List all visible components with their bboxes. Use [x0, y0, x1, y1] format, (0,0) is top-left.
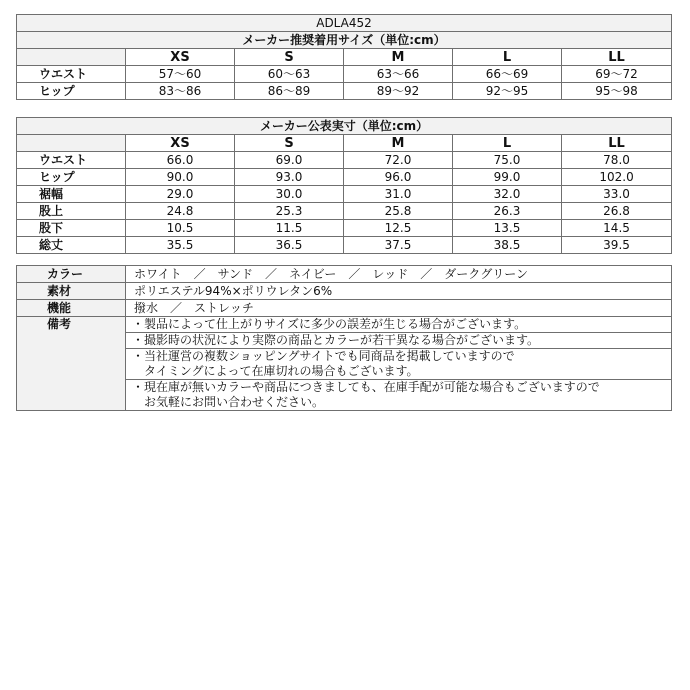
product-info-table [16, 265, 672, 411]
table-cell: 25.8 [344, 203, 453, 220]
table-cell: 95〜98 [562, 83, 672, 100]
note-line: ・現在庫が無いカラーや商品につきましても、在庫手配が可能な場合もございますので [132, 380, 600, 394]
size-header: M [344, 135, 453, 152]
table-cell: 31.0 [344, 186, 453, 203]
table-cell: 69.0 [235, 152, 344, 169]
table-row [17, 66, 672, 83]
table-row [17, 220, 672, 237]
table-title-row [17, 118, 672, 135]
note-item [126, 317, 672, 333]
size-header: L [453, 135, 562, 152]
note-line: ・当社運営の複数ショッピングサイトでも同商品を掲載していますので [132, 349, 515, 363]
table-cell: 69〜72 [562, 66, 672, 83]
note-item [126, 380, 672, 411]
table-cell: 93.0 [235, 169, 344, 186]
size-header: S [235, 135, 344, 152]
table-title-row [17, 32, 672, 49]
table-cell: 39.5 [562, 237, 672, 254]
table-row [17, 237, 672, 254]
table-cell: 66〜69 [453, 66, 562, 83]
table-cell: 32.0 [453, 186, 562, 203]
size-header: LL [562, 49, 672, 66]
row-label: ウエスト [17, 152, 126, 169]
table-cell: 38.5 [453, 237, 562, 254]
table-cell: 12.5 [344, 220, 453, 237]
note-line: ・撮影時の状況により実際の商品とカラーが若干異なる場合がございます。 [132, 333, 540, 347]
function-value: 撥水 ／ ストレッチ [126, 300, 672, 317]
table-cell: 57〜60 [126, 66, 235, 83]
size-header: L [453, 49, 562, 66]
table-cell: 26.3 [453, 203, 562, 220]
corner-cell [17, 135, 126, 152]
row-label: 股下 [17, 220, 126, 237]
notes-label: 備考 [17, 317, 126, 411]
note-line: タイミングによって在庫切れの場合もございます。 [144, 364, 419, 378]
corner-cell [17, 49, 126, 66]
table-cell: 66.0 [126, 152, 235, 169]
model-number: ADLA452 [17, 15, 672, 32]
table-row [17, 83, 672, 100]
material-value: ポリエステル94%×ポリウレタン6% [126, 283, 672, 300]
color-value: ホワイト ／ サンド ／ ネイビー ／ レッド ／ ダークグリーン [126, 266, 672, 283]
table-cell: 63〜66 [344, 66, 453, 83]
note-row [17, 317, 672, 333]
table-cell: 99.0 [453, 169, 562, 186]
table-cell: 60〜63 [235, 66, 344, 83]
table-cell: 10.5 [126, 220, 235, 237]
size-header: XS [126, 49, 235, 66]
table-cell: 13.5 [453, 220, 562, 237]
table-cell: 30.0 [235, 186, 344, 203]
table-cell: 36.5 [235, 237, 344, 254]
table-row [17, 152, 672, 169]
table-cell: 33.0 [562, 186, 672, 203]
row-label: ヒップ [17, 83, 126, 100]
material-row [17, 283, 672, 300]
color-label: カラー [17, 266, 126, 283]
size-header: XS [126, 135, 235, 152]
table-row [17, 169, 672, 186]
note-item [126, 349, 672, 380]
function-label: 機能 [17, 300, 126, 317]
table-cell: 72.0 [344, 152, 453, 169]
material-label: 素材 [17, 283, 126, 300]
color-row [17, 266, 672, 283]
measured-size-title: メーカー公表実寸（単位:cm） [17, 118, 672, 135]
row-label: 股上 [17, 203, 126, 220]
row-label: 裾幅 [17, 186, 126, 203]
table-cell: 26.8 [562, 203, 672, 220]
table-cell: 24.8 [126, 203, 235, 220]
measured-size-table [16, 117, 672, 254]
size-header-row [17, 49, 672, 66]
table-row [17, 203, 672, 220]
row-label: 総丈 [17, 237, 126, 254]
recommended-size-table [16, 14, 672, 100]
table-cell: 96.0 [344, 169, 453, 186]
table-cell: 29.0 [126, 186, 235, 203]
table-row [17, 186, 672, 203]
table-cell: 89〜92 [344, 83, 453, 100]
table-cell: 102.0 [562, 169, 672, 186]
table-cell: 35.5 [126, 237, 235, 254]
table-cell: 37.5 [344, 237, 453, 254]
table-cell: 92〜95 [453, 83, 562, 100]
table-cell: 25.3 [235, 203, 344, 220]
table-cell: 11.5 [235, 220, 344, 237]
size-header: LL [562, 135, 672, 152]
table-cell: 78.0 [562, 152, 672, 169]
note-item [126, 333, 672, 349]
table-cell: 75.0 [453, 152, 562, 169]
note-line: ・製品によって仕上がりサイズに多少の誤差が生じる場合がございます。 [132, 317, 527, 331]
function-row [17, 300, 672, 317]
table-cell: 90.0 [126, 169, 235, 186]
size-header: S [235, 49, 344, 66]
table-cell: 14.5 [562, 220, 672, 237]
size-header: M [344, 49, 453, 66]
row-label: ウエスト [17, 66, 126, 83]
note-line: お気軽にお問い合わせください。 [144, 395, 325, 409]
table-cell: 83〜86 [126, 83, 235, 100]
table-cell: 86〜89 [235, 83, 344, 100]
recommended-size-title: メーカー推奨着用サイズ（単位:cm） [17, 32, 672, 49]
model-row [17, 15, 672, 32]
size-header-row [17, 135, 672, 152]
row-label: ヒップ [17, 169, 126, 186]
